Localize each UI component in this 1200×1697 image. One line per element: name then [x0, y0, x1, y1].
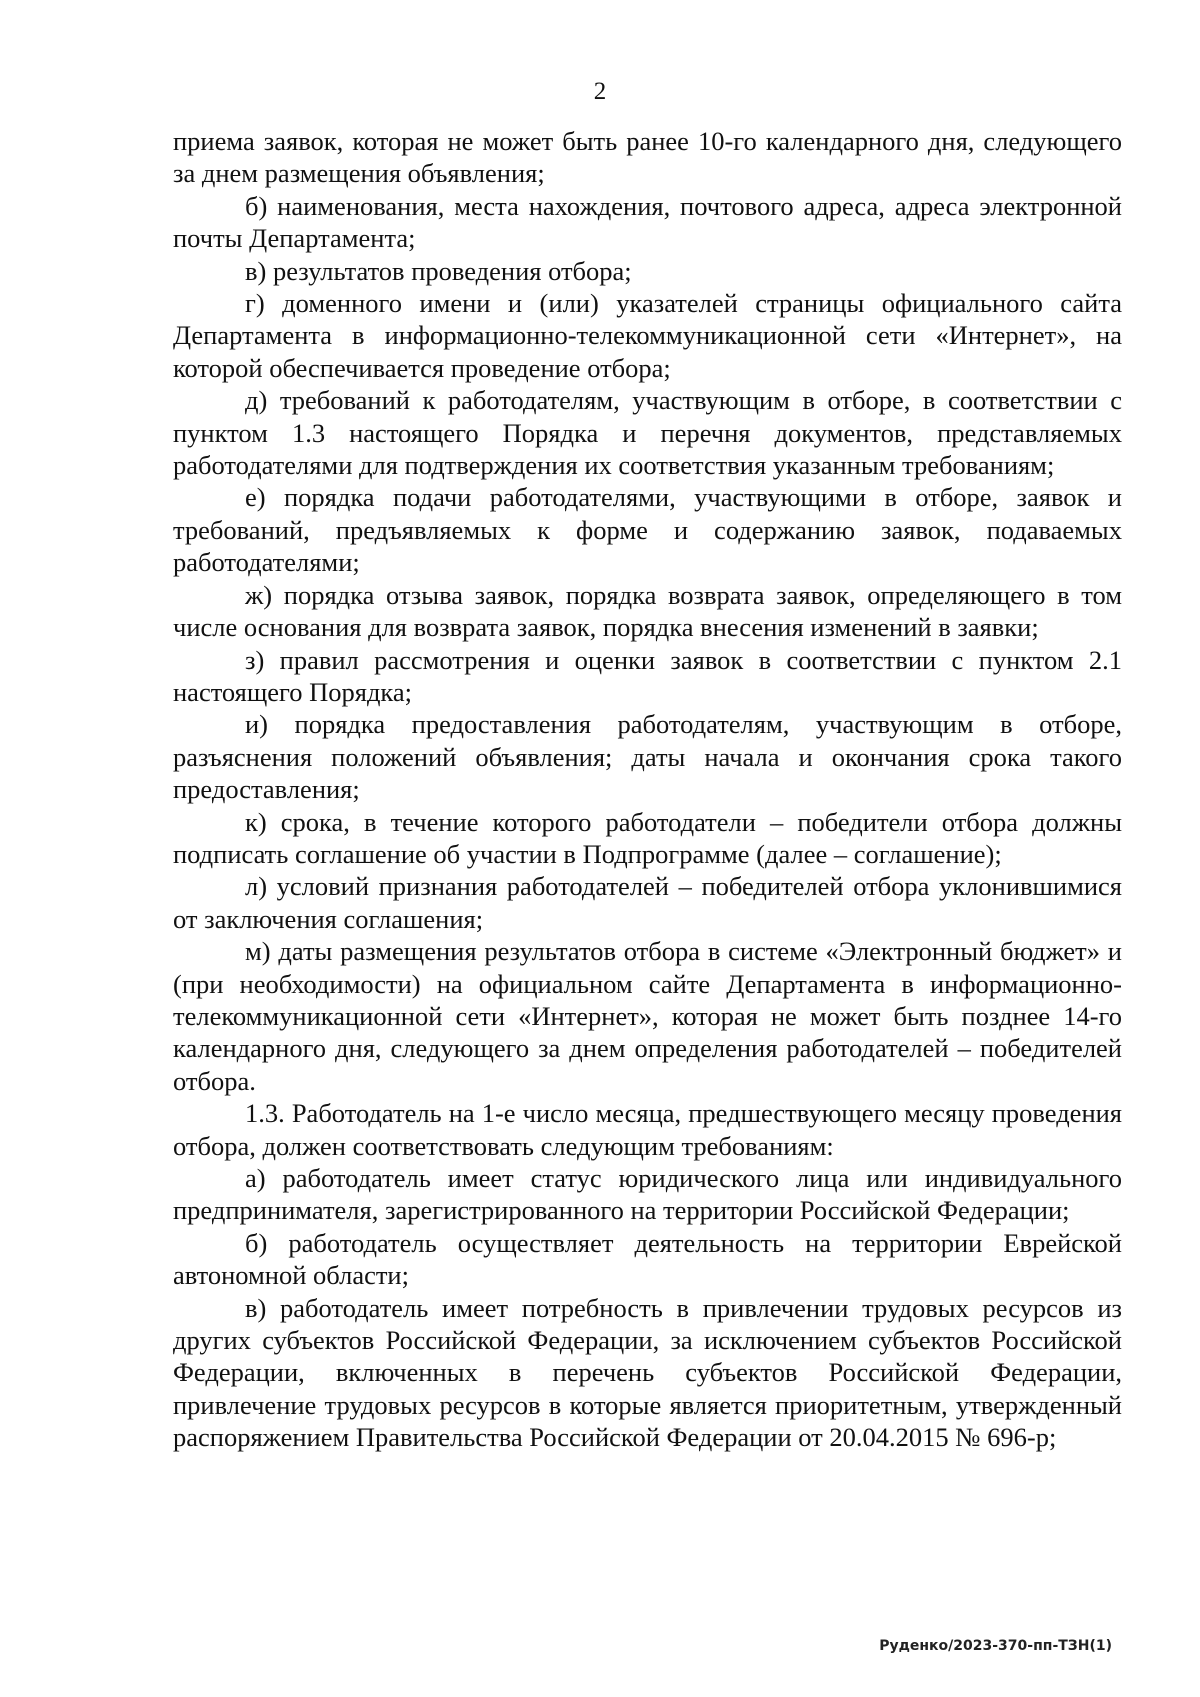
paragraph-item-v: в) результатов проведения отбора;	[245, 255, 632, 286]
paragraph-req-a: а) работодатель имеет статус юридического лица или индивидуального предпринимателя, зарегистрированного на территории Российской Федерации;	[173, 1163, 1122, 1226]
paragraph-item-k: к) срока, в течение которого работодатели – победители отбора должны подписать соглашение об участии в Подпрограмме (далее – соглашение);	[173, 806, 1122, 869]
page-number: 2	[593, 78, 607, 105]
paragraph-item-e: е) порядка подачи работодателями, участвующими в отборе, заявок и требований, предъявляемых к форме и содержанию заявок, подаваемых работодателями;	[173, 482, 1122, 578]
document-body	[173, 125, 1122, 1454]
paragraph-item-i: и) порядка предоставления работодателям, участвующим в отборе, разъяснения положений объявления; даты начала и окончания срока такого предоставления;	[173, 709, 1122, 805]
paragraph-item-zh: ж) порядка отзыва заявок, порядка возврата заявок, определяющего в том числе основания для возврата заявок, порядка внесения изменений в заявки;	[173, 579, 1122, 643]
paragraph-item-l: л) условий признания работодателей – победителей отбора уклонившимися от заключения соглашения;	[173, 871, 1122, 934]
paragraph-item-z: з) правил рассмотрения и оценки заявок в соответствии с пунктом 2.1 настоящего Порядка;	[173, 644, 1122, 707]
footer-document-code: Руденко/2023-370-пп-ТЗН(1)	[879, 1638, 1112, 1654]
paragraph-section-1-3: 1.3. Работодатель на 1-е число месяца, предшествующего месяцу проведения отбора, должен соответствовать следующим требованиям:	[173, 1098, 1122, 1161]
paragraph-req-b: б) работодатель осуществляет деятельность на территории Еврейской автономной области;	[173, 1227, 1122, 1291]
paragraph-req-v: в) работодатель имеет потребность в привлечении трудовых ресурсов из других субъектов Российской Федерации, за исключением субъектов Российской Федерации, включенных в перечень субъектов Российской Федерации, привлечение трудовых ресурсов в которые является приоритетным, утвержденный распоряжением Правительства Российской Федерации от 20.04.2015 № 696-р;	[173, 1292, 1122, 1453]
paragraph-item-m: м) даты размещения результатов отбора в системе «Электронный бюджет» и (при необходимости) на официальном сайте Департамента в информационно-телекоммуникационной сети «Интернет», которая не может быть позднее 14-го календарного дня, следующего за днем определения работодателей – победителей отбора.	[173, 936, 1122, 1096]
paragraph-item-g: г) доменного имени и (или) указателей страницы официального сайта Департамента в информационно-телекоммуникационной сети «Интернет», на которой обеспечивается проведение отбора;	[173, 288, 1122, 383]
paragraph-item-d: д) требований к работодателям, участвующим в отборе, в соответствии с пунктом 1.3 настоящего Порядка и перечня документов, представляемых работодателями для подтверждения их соответствия указанным требованиям;	[173, 385, 1122, 481]
paragraph-continuation: приема заявок, которая не может быть ранее 10-го календарного дня, следующего за днем размещения объявления;	[173, 126, 1122, 189]
paragraph-item-b: б) наименования, места нахождения, почтового адреса, адреса электронной почты Департамента;	[173, 190, 1122, 254]
